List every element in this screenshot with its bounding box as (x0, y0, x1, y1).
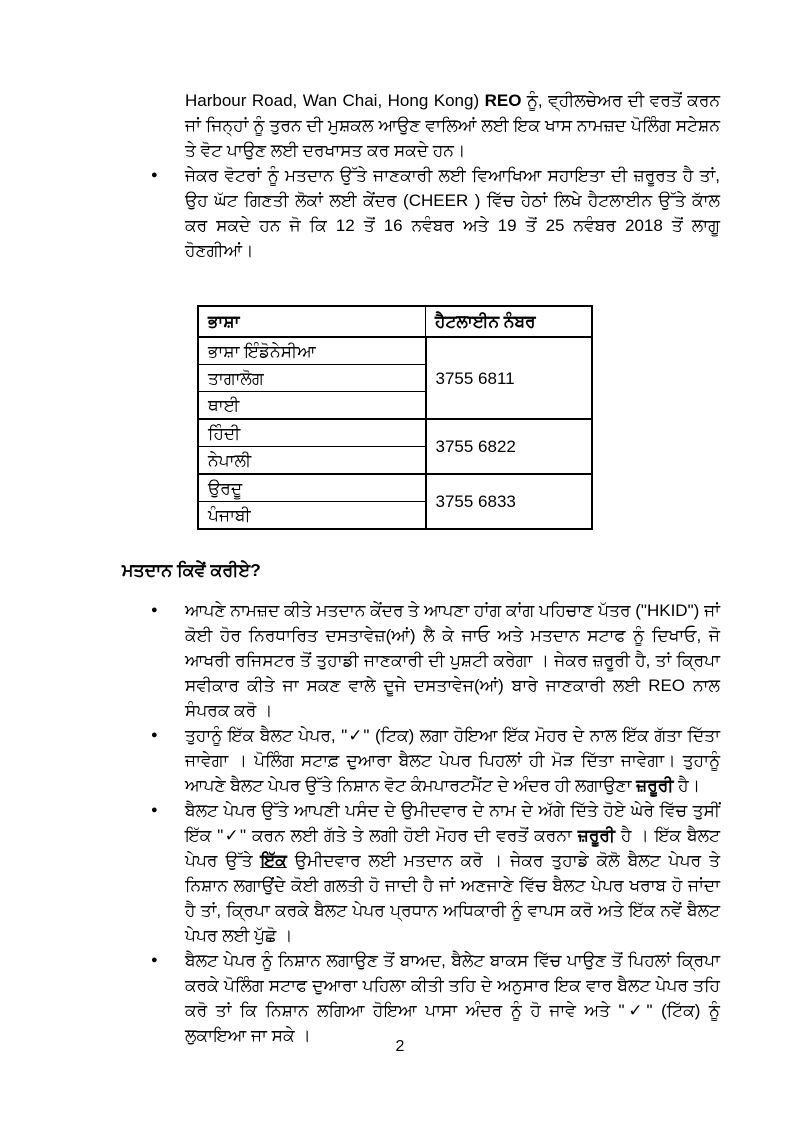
section-heading: ਮਤਦਾਨ ਕਿਵੇਂ ਕਰੀਏ? (122, 560, 261, 580)
bullet-text: ਜੇਕਰ ਵੋਟਰਾਂ ਨੂੰ ਮਤਦਾਨ ਉੱਤੇ ਜਾਣਕਾਰੀ ਲਈ ਵਿਆਖਿਆ ਸਹਾਇਤਾ ਦੀ ਜ਼ਰੂਰਤ ਹੈ ਤਾਂ, ਉਹ ਘੱਟ ਗਿਣਤੀ ਲੋਕਾਂ ਲਈ ਕੇਂਦਰ (CHEER ) ਵਿੱਚ ਹੇਠਾਂ ਲਿਖੇ ਹੈਟਲਾਈਨ ਉੱਤੇ ਕਾੱਲ ਕਰ ਸਕਦੇ ਹਨ ਜੋ ਕਿ 12 ਤੋਂ 16 ਨਵੰਬਰ ਅਤੇ 19 ਤੋਂ 25 ਨਵੰਬਰ 2018 ਤੋਂ ਲਾਗੂ ਹੋਣਗੀਆਂ। (185, 166, 720, 260)
bullet-icon: ● (151, 954, 158, 966)
table-header-row (198, 306, 592, 337)
bullet-icon: ● (151, 169, 158, 181)
document-body (122, 88, 721, 1048)
language-cell: ਹਿੰਦੀ (198, 419, 426, 447)
bullet-item (151, 948, 720, 1048)
bullet-text: ਤੁਹਾਨੂੰ ਇੱਕ ਬੈਲਟ ਪੇਪਰ, "✓" (ਟਿਕ) ਲਗਾ ਹੋਇਆ ਇੱਕ ਮੋਹਰ ਦੇ ਨਾਲ ਇੱਕ ਗੱਤਾ ਦਿੱਤਾ ਜਾਵੇਗਾ । ਪੋਲਿੰਗ ਸਟਾਫ਼ ਦੁਆਰਾ ਬੈਲਟ ਪੇਪਰ ਪਿਹਲਾਂ ਹੀ ਮੋੜ ਦਿੱਤਾ ਜਾਵੇਗਾ। ਤੁਹਾਨੂੰ ਆਪਣੇ ਬੈਲਟ ਪੇਪਰ ਉੱਤੇ ਨਿਸ਼ਾਨ ਵੋਟ ਕੰਮਪਾਰਟਮੈਂਟ ਦੇ ਅੰਦਰ ਹੀ ਲਗਾਉਣਾ ਜ਼ਰੂਰੀ ਹੈ। (185, 726, 720, 795)
language-cell: ਥਾਈ (198, 392, 426, 420)
hotline-table (197, 305, 593, 530)
bullet-item (151, 723, 720, 798)
table-header-language: ਭਾਸ਼ਾ (198, 306, 426, 337)
table-row (198, 337, 592, 365)
bullet-icon: ● (151, 804, 158, 816)
bullet-icon: ● (151, 604, 158, 616)
language-cell: ਉਰਦੂ (198, 474, 426, 502)
hotline-cell: 3755 6822 (426, 419, 593, 474)
language-cell: ਪੰਜਾਬੀ (198, 502, 426, 530)
bullet-text: ਬੈਲਟ ਪੇਪਰ ਨੂੰ ਨਿਸ਼ਾਨ ਲਗਾਉਣ ਤੋਂ ਬਾਅਦ, ਬੈਲੇਟ ਬਾਕਸ ਵਿੱਚ ਪਾਉਣ ਤੋਂ ਪਿਹਲਾਂ ਕ੍ਰਿਪਾ ਕਰਕੇ ਪੋਲਿੰਗ ਸਟਾਫ ਦੁਆਰਾ ਪਹਿਲਾ ਕੀਤੀ ਤਹਿ ਦੇ ਅਨੁਸਾਰ ਇਕ ਵਾਰ ਬੈਲਟ ਪੇਪਰ ਤਹਿ ਕਰੋ ਤਾਂ ਕਿ ਨਿਸ਼ਾਨ ਲਗਿਆ ਹੋਇਆ ਪਾਸਾ ਅੰਦਰ ਨੂੰ ਹੋ ਜਾਵੇ ਅਤੇ "✓" (ਟਿੱਕ) ਨੂੰ ਲੁਕਾਇਆ ਜਾ ਸਕੇ । (185, 951, 720, 1045)
bullet-icon: ● (151, 729, 158, 741)
bullet-item (151, 598, 720, 723)
voting-instructions-list (151, 598, 720, 1048)
hotline-table-container (197, 305, 720, 530)
language-cell: ਨੇਪਾਲੀ (198, 447, 426, 475)
hotline-cell: 3755 6833 (426, 474, 593, 529)
bullet-item (151, 163, 720, 263)
page-number: 2 (395, 1038, 405, 1055)
bullet-text: ਬੈਲਟ ਪੇਪਰ ਉੱਤੇ ਆਪਣੀ ਪਸੰਦ ਦੇ ਉਮੀਦਵਾਰ ਦੇ ਨਾਮ ਦੇ ਅੱਗੇ ਦਿੱਤੇ ਹੋਏ ਘੇਰੇ ਵਿੱਚ ਤੁਸੀਂ ਇੱਕ "✓" ਕਰਨ ਲਈ ਗੱਤੇ ਤੇ ਲਗੀ ਹੋਈ ਮੋਹਰ ਦੀ ਵਰਤੋਂ ਕਰਨਾ ਜ਼ਰੂਰੀ ਹੈ । ਇੱਕ ਬੈਲਟ ਪੇਪਰ ਉੱਤੇ ਇੱਕ ਉਮੀਦਵਾਰ ਲਈ ਮਤਦਾਨ ਕਰੋ । ਜੇਕਰ ਤੁਹਾਡੇ ਕੋਲੋ ਬੈਲਟ ਪੇਪਰ ਤੇ ਨਿਸ਼ਾਨ ਲਗਾਉਂਦੇ ਕੋਈ ਗਲਤੀ ਹੋ ਜਾਦੀ ਹੈ ਜਾਂ ਅਣਜਾਣੇ ਵਿੱਚ ਬੈਲਟ ਪੇਪਰ ਖਰਾਬ ਹੋ ਜਾਂਦਾ ਹੈ ਤਾਂ, ਕ੍ਰਿਪਾ ਕਰਕੇ ਬੈਲਟ ਪੇਪਰ ਪ੍ਰਧਾਨ ਅਧਿਕਾਰੀ ਨੂੰ ਵਾਪਸ ਕਰੋ ਅਤੇ ਇੱਕ ਨਵੇਂ ਬੈਲਟ ਪੇਪਰ ਲਈ ਪੁੱਛੋ । (185, 801, 720, 945)
hotline-cell: 3755 6811 (426, 337, 593, 419)
table-header-hotline: ਹੈਟਲਾਈਨ ਨੰਬਰ (426, 306, 593, 337)
language-cell: ਭਾਸ਼ਾ ਇੰਡੋਨੇਸੀਆ (198, 337, 426, 365)
table-row (198, 419, 592, 447)
bullet-text: ਆਪਣੇ ਨਾਮਜ਼ਦ ਕੀਤੇ ਮਤਦਾਨ ਕੇਂਦਰ ਤੇ ਆਪਣਾ ਹਾਂਗ ਕਾਂਗ ਪਹਿਚਾਣ ਪੱਤਰ ("HKID") ਜਾਂ ਕੋਈ ਹੋਰ ਨਿਰਧਾਰਿਤ ਦਸਤਾਵੇਜ਼(ਆਂ) ਲੈ ਕੇ ਜਾਓ ਅਤੇ ਮਤਦਾਨ ਸਟਾਫ ਨੂੰ ਦਿਖਾਓ, ਜੋ ਆਖਰੀ ਰਜਿਸਟਰ ਤੋਂ ਤੁਹਾਡੀ ਜਾਣਕਾਰੀ ਦੀ ਪੁਸ਼ਟੀ ਕਰੇਗਾ । ਜੇਕਰ ਜ਼ਰੂਰੀ ਹੈ, ਤਾਂ ਕ੍ਰਿਪਾ ਸਵੀਕਾਰ ਕੀਤੇ ਜਾ ਸਕਣ ਵਾਲੇ ਦੂਜੇ ਦਸਤਾਵੇਜ(ਆਂ) ਬਾਰੇ ਜਾਣਕਾਰੀ ਲਈ REO ਨਾਲ ਸੰਪਰਕ ਕਰੋ । (185, 601, 720, 720)
intro-paragraph: Harbour Road, Wan Chai, Hong Kong) REO ਨੂੰ, ਵ੍ਹੀਲਚੇਅਰ ਦੀ ਵਰਤੋਂ ਕਰਨ ਜਾਂ ਜਿਨ੍ਹਾਂ ਨੂੰ ਤੁਰਨ ਦੀ ਮੁਸ਼ਕਲ ਆਉਣ ਵਾਲਿਆਂ ਲਈ ਇਕ ਖਾਸ ਨਾਮਜ਼ਦ ਪੋਲਿੰਗ ਸਟੇਸ਼ਨ ਤੇ ਵੋਟ ਪਾਉਣ ਲਈ ਦਰਖਾਸਤ ਕਰ ਸਕਦੇ ਹਨ। (185, 91, 721, 160)
bullet-item (151, 798, 720, 948)
language-cell: ਤਾਗਾਲੋਗ (198, 365, 426, 392)
table-row (198, 474, 592, 502)
